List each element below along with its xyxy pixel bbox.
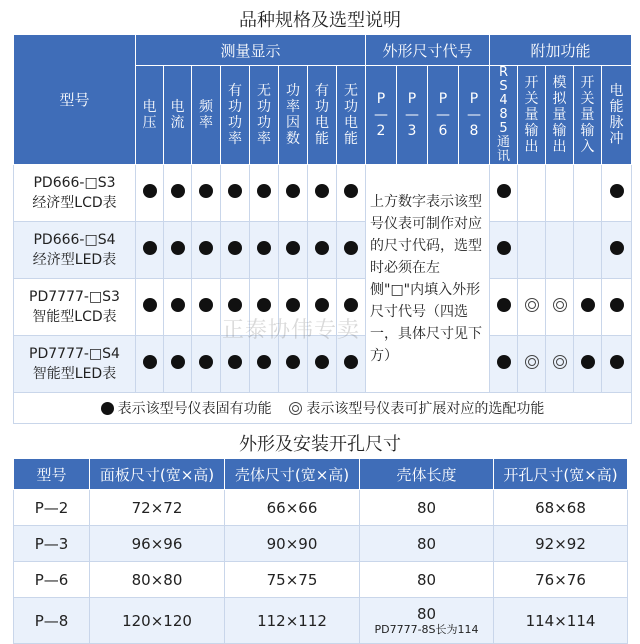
extra-cell: [546, 336, 574, 393]
feature-dot-icon: [199, 355, 213, 369]
model-cell: [14, 336, 136, 393]
shell-length-cell: [360, 490, 494, 526]
shell-length-cell: [360, 526, 494, 562]
measure-col-header: 功率因数: [279, 66, 308, 165]
shell-size: 75×75: [225, 562, 360, 598]
watermark: 正泰协伟专卖: [222, 318, 361, 343]
panel-size: 120×120: [90, 598, 225, 644]
panel-size: 72×72: [90, 490, 225, 526]
measure-cell: [164, 222, 192, 279]
spec-table: [13, 34, 632, 424]
shell-length: 80: [416, 498, 437, 517]
feature-dot-icon: [315, 355, 329, 369]
measure-cell: [279, 279, 308, 336]
extra-col-header: 模拟量输出: [546, 66, 574, 165]
measure-col-header: 频率: [192, 66, 221, 165]
measure-group-header: 测量显示: [136, 35, 366, 66]
shell-size: 66×66: [225, 490, 360, 526]
feature-dot-icon: [581, 298, 595, 312]
model-type: 经济型LED表: [32, 252, 117, 268]
extra-cell: [518, 336, 546, 393]
feature-dot-icon: [143, 184, 157, 198]
spec-row: [14, 165, 632, 222]
optional-ring-icon: [525, 355, 539, 369]
feature-dot-icon: [610, 184, 624, 198]
feature-dot-icon: [286, 184, 300, 198]
feature-dot-icon: [171, 355, 185, 369]
measure-cell: [192, 165, 221, 222]
feature-dot-icon: [228, 298, 242, 312]
measure-col-header: 有功电能: [308, 66, 337, 165]
dim-header-model: 型号: [14, 459, 90, 490]
measure-cell: [136, 336, 164, 393]
measure-col-header: 无功功率: [250, 66, 279, 165]
dimension-table-title: 外形及安装开孔尺寸: [239, 434, 401, 455]
size-col-header: P—2: [366, 66, 397, 165]
measure-cell: [164, 279, 192, 336]
extra-cell: [490, 222, 518, 279]
extra-col-header: 开关量输出: [518, 66, 546, 165]
feature-dot-icon: [286, 355, 300, 369]
dim-header-length: 壳体长度: [360, 459, 494, 490]
feature-dot-icon: [143, 355, 157, 369]
extra-cell: [602, 222, 632, 279]
shell-length-note: PD7777-8S长为114: [374, 622, 479, 636]
shell-length: 80: [416, 534, 437, 553]
panel-size: 80×80: [90, 562, 225, 598]
extra-cell: [574, 222, 602, 279]
measure-cell: [221, 165, 250, 222]
dim-model: P—6: [14, 562, 90, 598]
measure-cell: [279, 336, 308, 393]
measure-col-header: 电压: [136, 66, 164, 165]
measure-cell: [308, 165, 337, 222]
feature-dot-icon: [199, 241, 213, 255]
measure-cell: [192, 336, 221, 393]
optional-ring-icon: [525, 298, 539, 312]
feature-dot-icon: [143, 298, 157, 312]
legend-dot-icon: [101, 402, 114, 415]
extra-cell: [602, 165, 632, 222]
feature-dot-icon: [315, 241, 329, 255]
measure-cell: [250, 222, 279, 279]
feature-dot-icon: [286, 298, 300, 312]
panel-size: 96×96: [90, 526, 225, 562]
measure-col-header: 电流: [164, 66, 192, 165]
spec-row: [14, 222, 632, 279]
feature-dot-icon: [257, 184, 271, 198]
measure-cell: [221, 222, 250, 279]
extra-col-header: 开关量输入: [574, 66, 602, 165]
dimension-table: [13, 458, 628, 644]
extra-cell: [490, 336, 518, 393]
extra-cell: [546, 279, 574, 336]
measure-cell: [221, 279, 250, 336]
feature-dot-icon: [199, 298, 213, 312]
model-type: 智能型LED表: [32, 366, 117, 382]
dimension-row: [14, 598, 628, 644]
extra-cell: [546, 222, 574, 279]
feature-dot-icon: [610, 241, 624, 255]
dimension-row: [14, 562, 628, 598]
feature-dot-icon: [315, 298, 329, 312]
dim-header-cutout: 开孔尺寸(宽×高): [494, 459, 628, 490]
measure-cell: [337, 165, 366, 222]
size-col-header: P—6: [428, 66, 459, 165]
feature-dot-icon: [286, 241, 300, 255]
feature-dot-icon: [228, 355, 242, 369]
extra-group-header: 附加功能: [490, 35, 632, 66]
measure-cell: [337, 222, 366, 279]
spec-row: [14, 279, 632, 336]
measure-cell: [221, 336, 250, 393]
size-col-header: P—8: [459, 66, 490, 165]
feature-dot-icon: [581, 355, 595, 369]
feature-dot-icon: [143, 241, 157, 255]
model-type: 智能型LCD表: [32, 309, 117, 325]
optional-ring-icon: [553, 355, 567, 369]
measure-cell: [279, 165, 308, 222]
feature-dot-icon: [344, 355, 358, 369]
extra-cell: [518, 279, 546, 336]
feature-dot-icon: [497, 298, 511, 312]
optional-ring-icon: [553, 298, 567, 312]
measure-cell: [136, 165, 164, 222]
measure-cell: [250, 336, 279, 393]
feature-dot-icon: [610, 298, 624, 312]
measure-cell: [250, 279, 279, 336]
extra-col-header: 电能脉冲: [602, 66, 632, 165]
shell-length-cell: [360, 598, 494, 644]
extra-cell: [574, 279, 602, 336]
cutout-size: 114×114: [494, 598, 628, 644]
measure-cell: [136, 279, 164, 336]
extra-cell: [490, 165, 518, 222]
measure-cell: [136, 222, 164, 279]
feature-dot-icon: [199, 184, 213, 198]
legend-ring-icon: [289, 402, 302, 415]
measure-cell: [164, 165, 192, 222]
spec-table-title: 品种规格及选型说明: [239, 10, 401, 31]
cutout-size: 92×92: [494, 526, 628, 562]
extra-cell: [546, 165, 574, 222]
legend-ring-text: 表示该型号仪表可扩展对应的选配功能: [306, 401, 545, 417]
measure-cell: [192, 279, 221, 336]
feature-dot-icon: [228, 184, 242, 198]
spec-row: [14, 336, 632, 393]
cutout-size: 76×76: [494, 562, 628, 598]
model-cell: [14, 165, 136, 222]
dim-header-shell: 壳体尺寸(宽×高): [225, 459, 360, 490]
feature-dot-icon: [257, 298, 271, 312]
feature-dot-icon: [344, 241, 358, 255]
extra-cell: [518, 222, 546, 279]
model-code: PD666-□S3: [33, 175, 116, 191]
shell-size: 90×90: [225, 526, 360, 562]
shell-length-cell: [360, 562, 494, 598]
dim-model: P—8: [14, 598, 90, 644]
measure-cell: [308, 279, 337, 336]
size-group-header: 外形尺寸代号: [366, 35, 490, 66]
size-col-header: P—3: [397, 66, 428, 165]
dim-header-panel: 面板尺寸(宽×高): [90, 459, 225, 490]
feature-dot-icon: [610, 355, 624, 369]
extra-cell: [602, 336, 632, 393]
feature-dot-icon: [497, 355, 511, 369]
model-code: PD7777-□S3: [29, 289, 120, 305]
model-cell: [14, 222, 136, 279]
measure-col-header: 有功功率: [221, 66, 250, 165]
feature-dot-icon: [171, 241, 185, 255]
legend-dot-text: 表示该型号仪表固有功能: [117, 401, 272, 417]
extra-cell: [574, 165, 602, 222]
measure-cell: [308, 222, 337, 279]
model-type: 经济型LCD表: [32, 195, 117, 211]
shell-size: 112×112: [225, 598, 360, 644]
size-note: 上方数字表示该型号仪表可制作对应的尺寸代码，选型时必须在左侧"□"内填入外形尺寸代号（四选一，具体尺寸见下方）: [366, 165, 490, 393]
extra-cell: [490, 279, 518, 336]
feature-dot-icon: [315, 184, 329, 198]
dim-model: P—2: [14, 490, 90, 526]
legend: [14, 393, 632, 424]
feature-dot-icon: [497, 184, 511, 198]
shell-length: 80: [416, 570, 437, 589]
model-header: 型号: [14, 35, 136, 165]
feature-dot-icon: [171, 298, 185, 312]
measure-cell: [192, 222, 221, 279]
feature-dot-icon: [344, 184, 358, 198]
model-cell: [14, 279, 136, 336]
measure-cell: [337, 336, 366, 393]
feature-dot-icon: [344, 298, 358, 312]
feature-dot-icon: [257, 241, 271, 255]
extra-cell: [602, 279, 632, 336]
measure-cell: [250, 165, 279, 222]
measure-cell: [279, 222, 308, 279]
model-code: PD7777-□S4: [29, 346, 120, 362]
cutout-size: 68×68: [494, 490, 628, 526]
measure-cell: [337, 279, 366, 336]
dimension-row: [14, 526, 628, 562]
dimension-row: [14, 490, 628, 526]
measure-col-header: 无功电能: [337, 66, 366, 165]
measure-cell: [308, 336, 337, 393]
dim-model: P—3: [14, 526, 90, 562]
feature-dot-icon: [497, 241, 511, 255]
feature-dot-icon: [257, 355, 271, 369]
extra-cell: [574, 336, 602, 393]
extra-col-header: RS485通讯: [490, 66, 518, 165]
measure-cell: [164, 336, 192, 393]
extra-cell: [518, 165, 546, 222]
feature-dot-icon: [228, 241, 242, 255]
feature-dot-icon: [171, 184, 185, 198]
model-code: PD666-□S4: [33, 232, 116, 248]
shell-length: 80: [416, 604, 437, 623]
